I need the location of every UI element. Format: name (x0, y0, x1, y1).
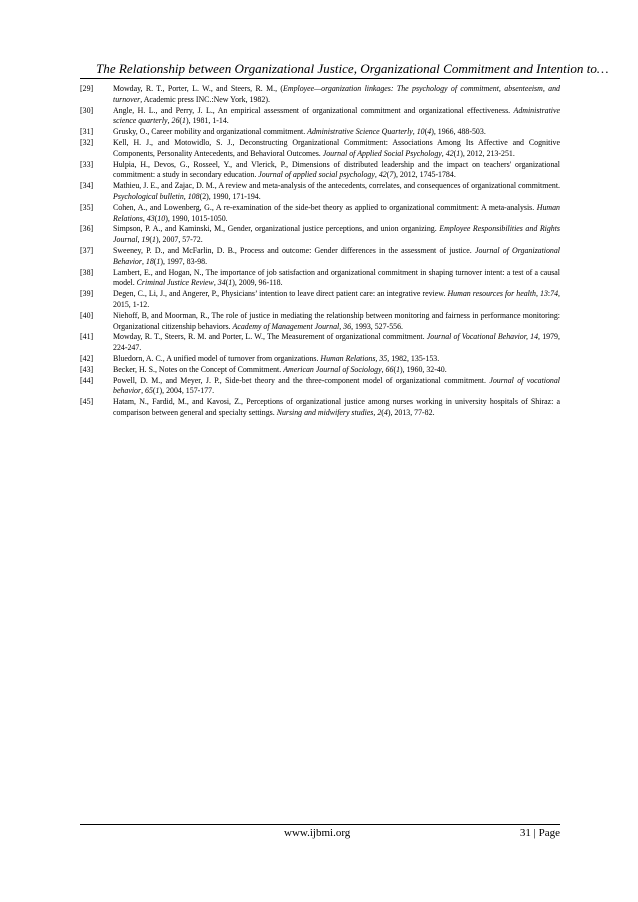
reference-italic-segment: 42 (378, 170, 387, 180)
reference-italic-segment: 1 (155, 386, 160, 396)
reference-italic-segment: 108 (187, 191, 200, 201)
reference-italic-segment: 65 (145, 386, 153, 396)
reference-segment: Kell, H. J., and Motowidlo, S. J., Deconstructing Organizational Commitment: Associations Among Its Affective and Cognitive Components, Personality Antecedents, and Behavioral Outcomes. (113, 137, 560, 158)
reference-italic-segment: 66 (385, 364, 394, 374)
reference-italic-segment: Nursing and midwifery studies (276, 407, 374, 417)
reference-segment: ( (424, 127, 428, 137)
reference-item (80, 354, 560, 365)
reference-text (113, 268, 560, 290)
reference-italic-segment: 35 (379, 353, 388, 363)
reference-segment: , (412, 127, 417, 137)
reference-text (113, 224, 560, 246)
reference-number: [30] (80, 105, 94, 115)
reference-italic-segment: 18 (145, 256, 154, 266)
reference-text (113, 311, 560, 333)
reference-segment: Lambert, E., and Hogan, N., The importance of job satisfaction and organizational commitment in shaping turnover intent: a test of a causal model. (113, 267, 560, 288)
reference-italic-segment: Academy of Management Journal, 36 (232, 321, 352, 331)
reference-italic-segment: 1 (456, 148, 461, 158)
reference-text (113, 138, 560, 160)
reference-italic-segment: Psychological bulletin (113, 191, 184, 201)
reference-segment: Bluedorn, A. C., A unified model of turnover from organizations. (113, 353, 321, 363)
reference-segment: Niehoff, B, and Moorman, R., The role of justice in mediating the relationship between monitoring and fairness in performance monitoring: Organizational citizenship behaviors. (113, 310, 560, 331)
footer-website: www.ijbmi.org (284, 827, 351, 839)
reference-italic-segment: Journal of Applied Social Psychology (322, 148, 442, 158)
reference-italic-segment: 1 (156, 256, 161, 266)
reference-segment: ), 2009, 96-118. (232, 278, 283, 288)
reference-segment: ( (152, 386, 156, 396)
reference-italic-segment: Administrative science quarterly (113, 105, 560, 126)
reference-text (113, 376, 560, 398)
reference-segment: ), 2012, 1745-1784. (393, 170, 456, 180)
reference-segment: : (547, 289, 551, 299)
reference-italic-segment: 74 (550, 289, 559, 299)
reference-italic-segment: Human Relations (113, 202, 560, 223)
reference-list (80, 84, 560, 419)
reference-number: [31] (80, 127, 94, 137)
reference-item (80, 289, 560, 311)
reference-item (80, 376, 560, 398)
reference-segment: , Academic press INC.:New York, 1982). (140, 94, 270, 104)
reference-number: [43] (80, 364, 94, 374)
reference-segment: Degen, C., Li, J., and Angerer, P., Physicians’ intention to leave direct patient care: an integrative review. (113, 289, 448, 299)
reference-italic-segment: Criminal Justice Review (136, 278, 214, 288)
reference-segment: , 1993, 527-556. (351, 321, 404, 331)
reference-italic-segment: 4 (427, 127, 432, 137)
reference-segment: ), 2012, 213-251. (460, 148, 515, 158)
reference-segment: ( (453, 148, 457, 158)
reference-segment: , 2015, 1-12. (113, 289, 560, 309)
reference-segment: , (535, 289, 541, 299)
reference-text (113, 106, 560, 128)
reference-text (113, 181, 560, 203)
reference-segment: , (167, 116, 172, 126)
reference-number: [40] (80, 310, 94, 320)
reference-segment: ( (386, 170, 390, 180)
reference-item (80, 246, 560, 268)
reference-italic-segment: Journal of applied social psychology (258, 170, 375, 180)
reference-text (113, 397, 560, 419)
reference-number: [33] (80, 159, 94, 169)
reference-segment: Angle, H. L., and Perry, J. L., An empirical assessment of organizational commitment and organizational effectiveness. (113, 105, 514, 115)
reference-segment: ( (149, 235, 153, 245)
reference-segment: ), 1981, 1-14. (186, 116, 229, 126)
reference-italic-segment: American Journal of Sociology (283, 364, 382, 374)
header-divider (80, 78, 560, 79)
reference-segment: ( (154, 213, 158, 223)
reference-segment: Mowday, R. T., Porter, L. W., and Steers, R. M., ( (113, 84, 284, 93)
reference-segment: ( (179, 116, 183, 126)
reference-segment: ), 1997, 83-98. (160, 256, 208, 266)
reference-segment: , 1982, 135-153. (387, 353, 440, 363)
reference-segment: ( (381, 407, 384, 417)
reference-italic-segment: Journal of vocational behavior (113, 375, 560, 396)
reference-segment: Grusky, O., Career mobility and organizational commitment. (113, 127, 308, 137)
reference-italic-segment: 13 (540, 289, 548, 299)
reference-italic-segment: 19 (141, 235, 150, 245)
reference-segment: Sweeney, P. D., and McFarlin, D. B., Process and outcome: Gender differences in the assessment of justice. (113, 245, 475, 255)
reference-item (80, 203, 560, 225)
running-header-title: The Relationship between Organizational Justice, Organizational Commitment and Intention to… (96, 61, 609, 76)
reference-item (80, 106, 560, 128)
reference-item (80, 311, 560, 333)
reference-text (113, 365, 560, 376)
reference-italic-segment: 1 (396, 364, 401, 374)
reference-item (80, 268, 560, 290)
reference-text (113, 289, 560, 311)
reference-item (80, 397, 560, 419)
reference-italic-segment: 4 (383, 407, 388, 417)
reference-text (113, 127, 560, 138)
reference-item (80, 160, 560, 182)
reference-italic-segment: 34 (217, 278, 226, 288)
reference-segment: , (374, 170, 379, 180)
reference-item (80, 181, 560, 203)
reference-number: [34] (80, 181, 94, 191)
reference-segment: ), 1990, 1015-1050. (165, 213, 228, 223)
reference-segment: , (373, 407, 378, 417)
reference-item (80, 332, 560, 354)
reference-italic-segment: 10 (416, 127, 425, 137)
reference-number: [37] (80, 245, 94, 255)
reference-segment: Becker, H. S., Notes on the Concept of Commitment. (113, 364, 284, 374)
reference-number: [32] (80, 137, 94, 147)
reference-segment: ( (153, 256, 157, 266)
reference-segment: Simpson, P. A., and Kaminski, M., Gender, organizational justice perceptions, and union organizing. (113, 224, 440, 234)
reference-italic-segment: 1 (228, 278, 233, 288)
reference-segment: Mowday, R. T., Steers, R. M. and Porter, L. W., The Measurement of organizational commitment. (113, 332, 427, 342)
reference-text (113, 84, 560, 106)
reference-text (113, 203, 560, 225)
reference-segment: , (137, 235, 142, 245)
reference-segment: Hatam, N., Fardid, M., and Kavosi, Z., Perceptions of organizational justice among nurses working in university hospitals of Shiraz: a comparison between general and specialty settings. (113, 397, 560, 417)
reference-item (80, 365, 560, 376)
reference-italic-segment: 10 (157, 213, 166, 223)
reference-segment: (2), 1990, 171-194. (199, 191, 261, 201)
footer-page-number: 31 | Page (519, 827, 560, 839)
reference-segment: 1979, 224-247. (113, 332, 560, 353)
reference-segment: Cohen, A., and Lowenberg, G., A re-examination of the side-bet theory as applied to organizational commitment: A meta-analysis. (113, 202, 537, 212)
reference-italic-segment: 1 (182, 116, 186, 126)
reference-text (113, 160, 560, 182)
reference-segment: ), 2013, 77-82. (387, 407, 435, 417)
reference-segment: , (141, 256, 146, 266)
footer-divider (80, 824, 560, 825)
reference-segment: , (375, 353, 380, 363)
reference-segment: Powell, D. M., and Meyer, J. P., Side-bet theory and the three-component model of organizational commitment. (113, 375, 490, 385)
reference-item (80, 224, 560, 246)
reference-italic-segment: Administrative Science Quarterly (307, 127, 413, 137)
reference-segment: , (183, 191, 188, 201)
reference-segment: , (213, 278, 218, 288)
reference-italic-segment: Human resources for health (447, 289, 536, 299)
reference-segment: ), 1966, 488-503. (431, 127, 486, 137)
reference-item (80, 84, 560, 106)
reference-segment: ( (393, 364, 397, 374)
reference-text (113, 332, 560, 354)
reference-number: [29] (80, 84, 94, 93)
reference-italic-segment: Human Relations (320, 353, 376, 363)
reference-segment: ), 2004, 157-177. (159, 386, 215, 396)
reference-italic-segment: 1 (152, 235, 156, 245)
reference-italic-segment: 26 (171, 116, 180, 126)
reference-segment: ( (225, 278, 229, 288)
reference-italic-segment: Journal of Vocational Behavior, 14, (426, 332, 540, 342)
reference-segment: ), 1960, 32-40. (400, 364, 447, 374)
reference-segment: ), 2007, 57-72. (155, 235, 203, 245)
reference-italic-segment: 2 (377, 407, 382, 417)
reference-italic-segment: 7 (389, 170, 394, 180)
reference-segment: , (381, 364, 386, 374)
reference-number: [45] (80, 397, 94, 407)
reference-segment: Hulpia, H., Devos, G., Rosseel, Y., and Vlerick, P., Dimensions of distributed leadership and the impact on teachers' organizational commitment: a study in secondary education. (113, 159, 560, 180)
reference-number: [38] (80, 267, 94, 277)
reference-text (113, 246, 560, 268)
reference-number: [35] (80, 202, 94, 212)
reference-segment: , (141, 386, 146, 396)
reference-segment: Mathieu, J. E., and Zajac, D. M., A review and meta-analysis of the antecedents, correlates, and consequences of organizational commitment. (113, 181, 560, 191)
reference-number: [41] (80, 332, 94, 342)
reference-italic-segment: Employee Responsibilities and Rights Journal (113, 224, 560, 245)
reference-number: [44] (80, 375, 94, 385)
reference-text (113, 354, 560, 365)
reference-italic-segment: Journal of Organizational Behavior (113, 245, 560, 266)
reference-item (80, 138, 560, 160)
reference-segment: , (441, 148, 446, 158)
reference-italic-segment: 42 (445, 148, 454, 158)
reference-italic-segment: Employee—organization linkages: The psychology of commitment, absenteeism, and turnover (113, 84, 560, 104)
reference-number: [39] (80, 289, 94, 299)
reference-segment: , (142, 213, 147, 223)
reference-italic-segment: 43 (146, 213, 155, 223)
reference-item (80, 127, 560, 138)
reference-number: [42] (80, 353, 94, 363)
reference-number: [36] (80, 224, 94, 234)
